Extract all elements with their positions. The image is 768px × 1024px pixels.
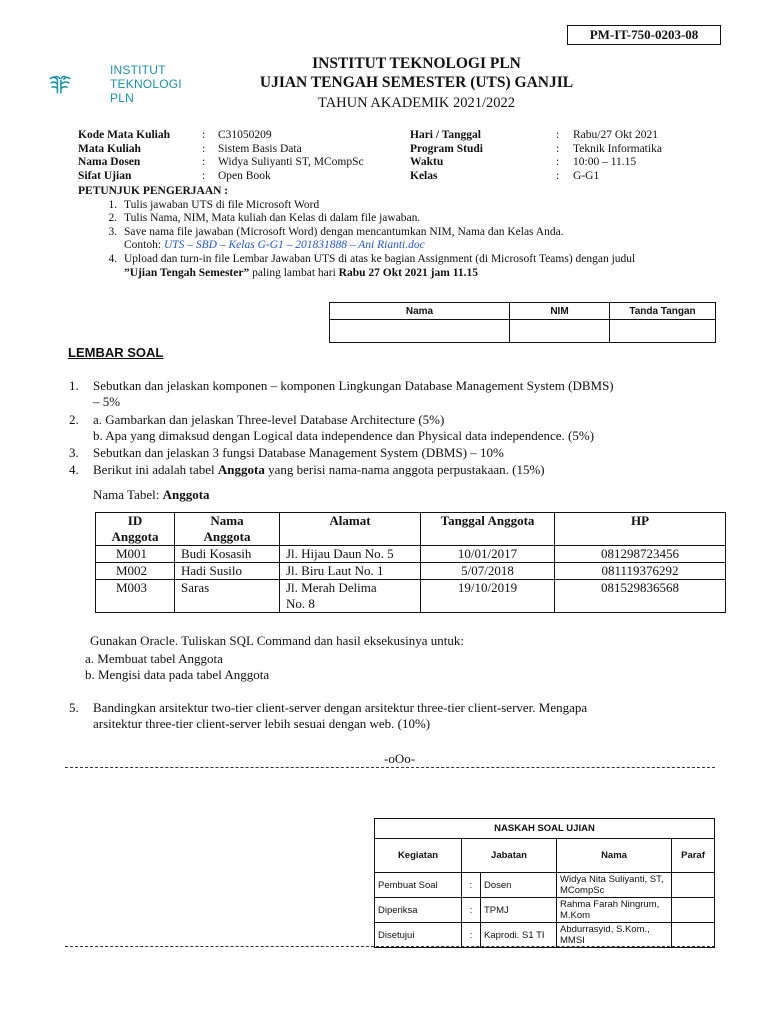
info-label: Program Studi: [410, 142, 483, 155]
academic-year: TAHUN AKADEMIK 2021/2022: [318, 95, 515, 111]
question-4: 4. Berikut ini adalah tabel Anggota yang berisi nama-nama anggota perpustakaan. (15%): [69, 462, 545, 477]
info-value: G-G1: [573, 169, 600, 182]
instruction-item: 1. Tulis jawaban UTS di file Microsoft Word: [120, 199, 635, 213]
column-header: Tanggal Anggota: [421, 513, 555, 546]
info-label: Waktu: [410, 156, 444, 168]
naskah-soal-table: [374, 818, 715, 948]
naskah-title: NASKAH SOAL UJIAN: [375, 819, 715, 839]
filename-example: UTS – SBD – Kelas G-G1 – 201831888 – Ani Rianti.doc: [163, 239, 425, 252]
instructions-title: PETUNJUK PENGERJAAN :: [78, 185, 229, 197]
column-header: NIM: [510, 303, 610, 320]
column-header: ID Anggota: [96, 513, 175, 546]
info-value: C31050209: [218, 129, 272, 141]
oracle-task-b: b. Mengisi data pada tabel Anggota: [85, 667, 270, 682]
info-label: Kelas: [410, 169, 438, 182]
info-value: Rabu/27 Okt 2021: [573, 129, 658, 141]
anggota-table: [95, 512, 726, 613]
logo-wordmark: INSTITUT TEKNOLOGI PLN: [110, 63, 182, 105]
instruction-item: 2. Tulis Nama, NIM, Mata kuliah dan Kelas di dalam file jawaban.: [120, 212, 635, 226]
column-header: Nama: [330, 303, 510, 320]
table-row: M002 Hadi Susilo Jl. Biru Laut No. 1 5/07/2018 081119376292: [96, 563, 726, 580]
question-2: 2. a. Gambarkan dan jelaskan Three-level Database Architecture (5%) b. Apa yang dimaksud dengan Logical data independence dan Physical data independence. (5%): [69, 412, 595, 443]
table-row: Diperiksa : TPMJ Rahma Farah Ningrum, M.Kom: [375, 898, 715, 923]
column-header: HP: [555, 513, 726, 546]
info-value: Sistem Basis Data: [218, 142, 302, 155]
column-header: Nama: [557, 839, 672, 873]
info-label: Kode Mata Kuliah: [78, 129, 171, 141]
document-code: PM-IT-750-0203-08: [567, 25, 721, 45]
column-header: Jabatan: [462, 839, 557, 873]
table-row: M001 Budi Kosasih Jl. Hijau Daun No. 5 10/01/2017 081298723456: [96, 546, 726, 563]
section-heading: LEMBAR SOAL: [68, 345, 164, 360]
name-cell: [330, 320, 510, 343]
column-header: Alamat: [280, 513, 421, 546]
column-header: Paraf: [672, 839, 715, 873]
instruction-item: 3. Save nama file jawaban (Microsoft Word) dengan mencantumkan NIM, Nama dan Kelas Anda. Contoh: UTS – SBD – Kelas G-G1 – 201831888 – Ani Rianti.doc: [120, 226, 635, 253]
divider: [65, 767, 715, 768]
exam-title: UJIAN TENGAH SEMESTER (UTS) GANJIL: [259, 74, 574, 91]
question-1: 1. Sebutkan dan jelaskan komponen – komponen Lingkungan Database Management System (DBMS) – 5%: [69, 378, 614, 409]
student-identity-table: [329, 302, 716, 343]
table-name-label: Nama Tabel: Anggota: [93, 487, 210, 502]
info-value: Open Book: [218, 169, 271, 182]
column-header: Tanda Tangan: [610, 303, 716, 320]
oracle-task-a: a. Membuat tabel Anggota: [85, 651, 223, 666]
column-header: Kegiatan: [375, 839, 462, 873]
info-label: Nama Dosen: [78, 156, 141, 168]
instructions: [78, 185, 635, 280]
institution-title: INSTITUT TEKNOLOGI PLN: [312, 55, 521, 72]
info-value: Teknik Informatika: [573, 142, 662, 155]
end-mark: -oOo-: [384, 751, 416, 766]
course-info-right: Hari / Tanggal : Rabu/27 Okt 2021 Program Studi : Teknik Informatika Waktu : 10:00 – 11.15 Kelas : G-G1: [410, 129, 662, 182]
column-header: Nama Anggota: [175, 513, 280, 546]
table-row: M003 Saras Jl. Merah Delima No. 8 19/10/2019 081529836568: [96, 580, 726, 613]
course-info-left: Kode Mata Kuliah : C31050209 Mata Kuliah : Sistem Basis Data Nama Dosen : Widya Suliyanti ST, MCompSc Sifat Ujian : Open Book: [78, 129, 364, 182]
instruction-item: 4. Upload dan turn-in file Lembar Jawaban UTS di atas ke bagian Assignment (di Microsoft Teams) dengan judul ”Ujian Tengah Semester” paling lambat hari Rabu 27 Okt 2021 jam 11.15: [120, 253, 635, 280]
question-5: 5. Bandingkan arsitektur two-tier client-server dengan arsitektur three-tier client-server. Mengapa arsitektur three-tier client-server lebih sesuai dengan web. (10%): [69, 700, 588, 731]
question-3: 3. Sebutkan dan jelaskan 3 fungsi Database Management System (DBMS) – 10%: [69, 445, 504, 460]
signature-cell: [610, 320, 716, 343]
info-label: Hari / Tanggal: [410, 129, 481, 141]
info-label: Sifat Ujian: [78, 169, 132, 182]
info-value: Widya Suliyanti ST, MCompSc: [218, 156, 364, 168]
info-label: Mata Kuliah: [78, 142, 141, 155]
oracle-instruction: Gunakan Oracle. Tuliskan SQL Command dan hasil eksekusinya untuk:: [90, 633, 464, 648]
table-row: Pembuat Soal : Dosen Widya Nita Suliyanti, ST, MCompSc: [375, 873, 715, 898]
nim-cell: [510, 320, 610, 343]
table-row: Disetujui : Kaprodi. S1 TI Abdurrasyid, S.Kom., MMSI: [375, 923, 715, 948]
info-value: 10:00 – 11.15: [573, 156, 637, 168]
